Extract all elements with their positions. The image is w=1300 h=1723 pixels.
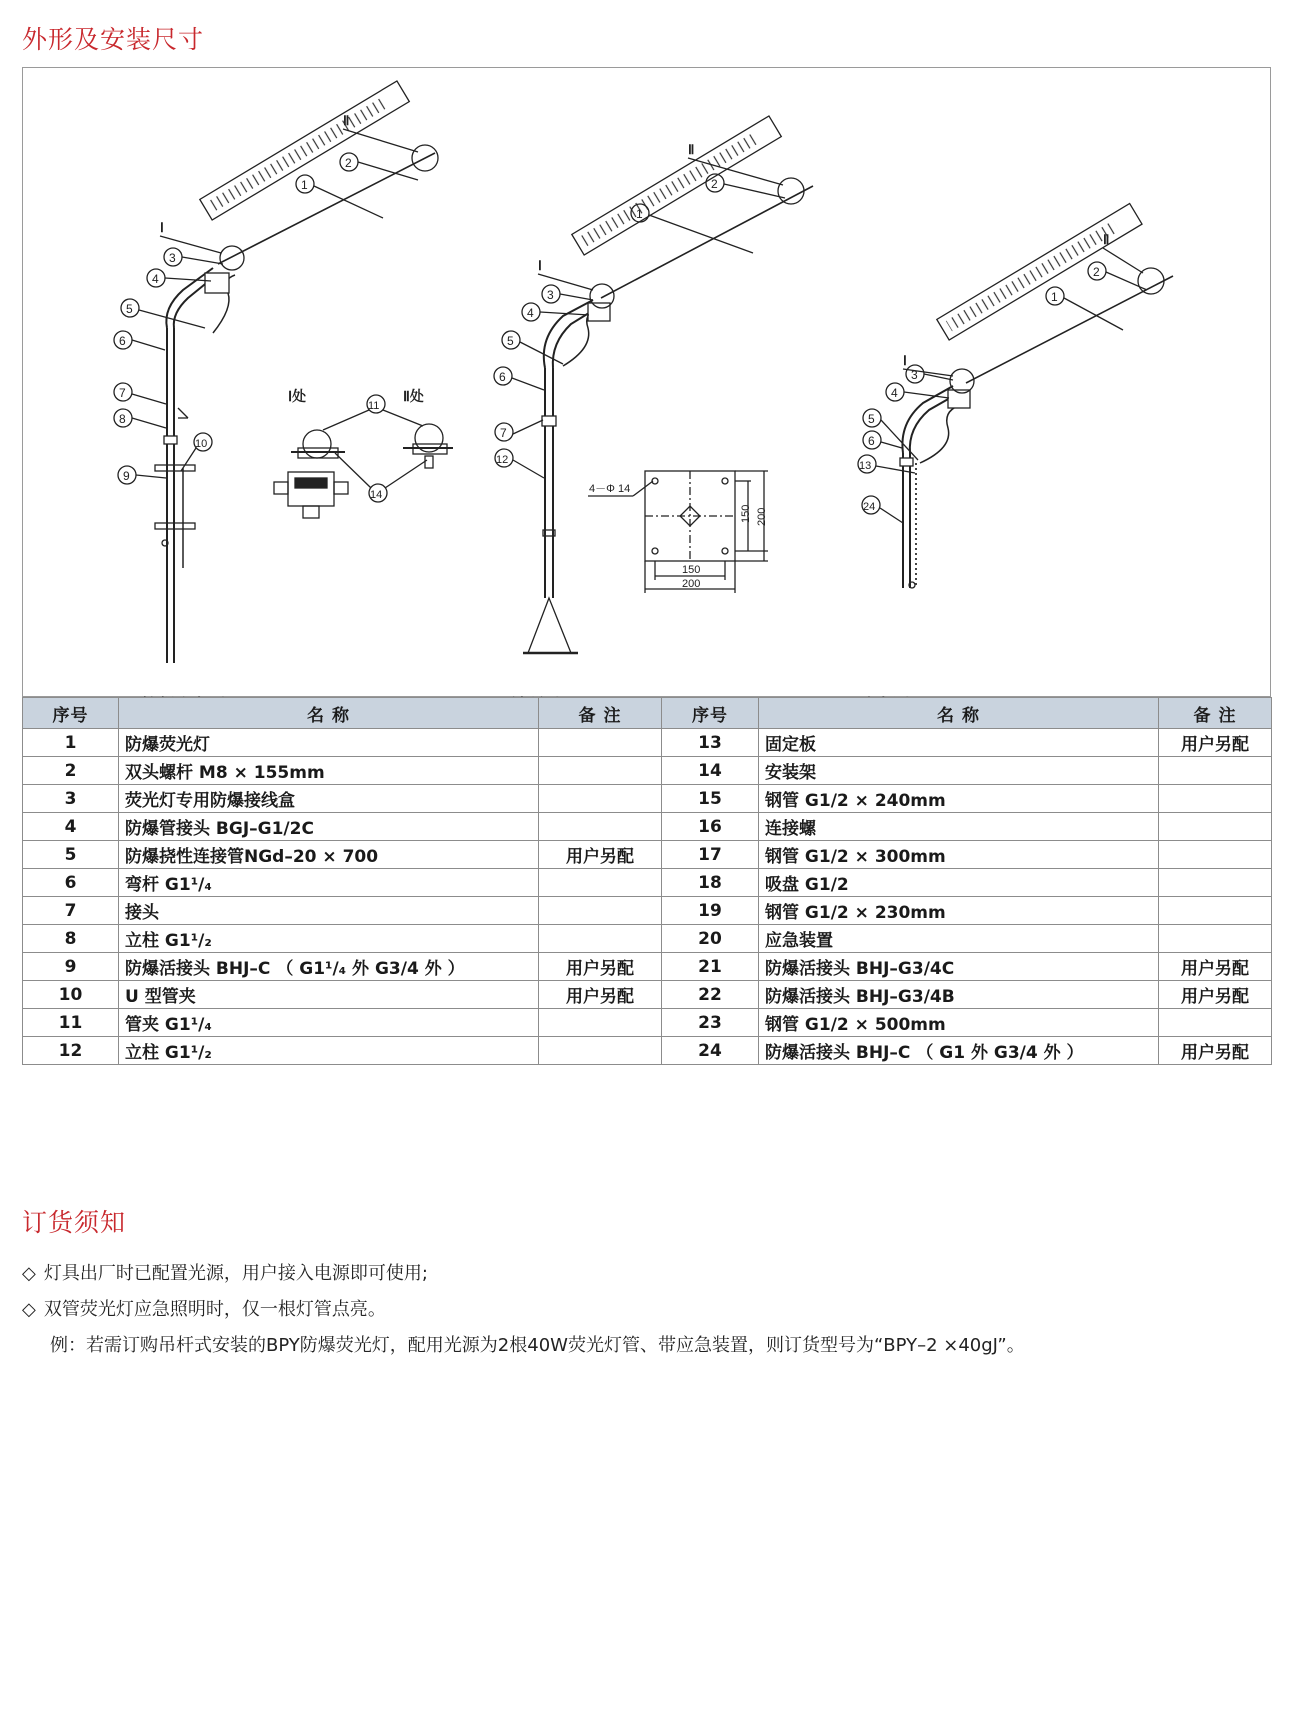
ordering-line-text: 灯具出厂时已配置光源，用户接入电源即可使用;: [43, 1263, 428, 1284]
detail-views: [274, 388, 453, 518]
svg-text:5: 5: [507, 334, 514, 348]
svg-text:4: 4: [891, 386, 898, 400]
part-number: 4: [23, 813, 119, 841]
svg-text:13: 13: [859, 460, 872, 472]
parts-table: [22, 697, 1272, 1065]
svg-text:9: 9: [123, 469, 130, 483]
detail-label-II: Ⅱ处: [403, 388, 424, 404]
part-number: 21: [662, 953, 759, 981]
roman-II-h: Ⅱ: [343, 113, 350, 128]
svg-text:24: 24: [863, 501, 876, 513]
svg-text:6: 6: [868, 434, 875, 448]
drawing-f-callouts: [494, 142, 785, 478]
svg-text:4: 4: [527, 306, 534, 320]
svg-text:2: 2: [1093, 265, 1100, 279]
svg-text:6: 6: [499, 370, 506, 384]
dimension-200-vertical: 200: [756, 507, 768, 526]
part-name: 防爆活接头 BHJ–C （ G1 外 G3/4 外 ）: [759, 1037, 1159, 1065]
svg-text:1: 1: [636, 207, 643, 221]
part-name: 立柱 G1¹/₂: [119, 1037, 539, 1065]
svg-text:4: 4: [152, 272, 159, 286]
ordering-line: [22, 1256, 1025, 1292]
part-number: 5: [23, 841, 119, 869]
part-note: [1159, 897, 1272, 925]
drawing-w-callouts: [858, 232, 1147, 523]
part-number: 2: [23, 757, 119, 785]
table-row: [23, 981, 1272, 1009]
svg-text:5: 5: [126, 302, 133, 316]
part-number: 22: [662, 981, 759, 1009]
part-note: 用户另配: [1159, 953, 1272, 981]
drawing-w-bent-pole: [900, 204, 1173, 588]
section-title-ordering: 订货须知: [22, 1208, 127, 1237]
part-number: 13: [662, 729, 759, 757]
part-note: 用户另配: [1159, 981, 1272, 1009]
installation-drawings: [23, 68, 1272, 698]
part-number: 6: [23, 869, 119, 897]
part-note: [1159, 841, 1272, 869]
part-name: 钢管 G1/2 × 230mm: [759, 897, 1159, 925]
table-row: [23, 841, 1272, 869]
part-name: 接头: [119, 897, 539, 925]
part-note: [539, 925, 662, 953]
part-number: 8: [23, 925, 119, 953]
part-number: 14: [662, 757, 759, 785]
part-name: 防爆荧光灯: [119, 729, 539, 757]
table-row: [23, 1037, 1272, 1065]
part-number: 7: [23, 897, 119, 925]
dimension-150-vertical: 150: [740, 504, 752, 523]
part-name: 吸盘 G1/2: [759, 869, 1159, 897]
part-number: 16: [662, 813, 759, 841]
part-name: 钢管 G1/2 × 500mm: [759, 1009, 1159, 1037]
part-name: 防爆活接头 BHJ–G3/4C: [759, 953, 1159, 981]
diamond-icon: ◇: [22, 1263, 36, 1284]
header-seq-left: 序号: [23, 698, 119, 729]
part-note: [539, 785, 662, 813]
ordering-example: 例：若需订购吊杆式安装的BPY防爆荧光灯，配用光源为2根40W荧光灯管、带应急装置，则订货型号为“BPY–2 ×40gJ”。: [50, 1335, 1025, 1356]
callout-1-h: 1: [301, 178, 308, 192]
part-name: 防爆活接头 BHJ–C （ G1¹/₄ 外 G3/4 外 ）: [119, 953, 539, 981]
part-note: [539, 729, 662, 757]
diamond-icon: ◇: [22, 1299, 36, 1320]
part-name: 防爆活接头 BHJ–G3/4B: [759, 981, 1159, 1009]
table-row: [23, 953, 1272, 981]
svg-text:5: 5: [868, 412, 875, 426]
table-row: [23, 1009, 1272, 1037]
ordering-line-text: 双管荧光灯应急照明时，仅一根灯管点亮。: [43, 1299, 386, 1320]
part-number: 20: [662, 925, 759, 953]
part-name: 钢管 G1/2 × 300mm: [759, 841, 1159, 869]
table-row: [23, 897, 1272, 925]
flange-plate-drawing: [588, 471, 768, 593]
part-note: 用户另配: [539, 841, 662, 869]
detail-label-I: Ⅰ处: [288, 388, 307, 404]
svg-text:7: 7: [119, 386, 126, 400]
svg-text:3: 3: [911, 368, 918, 382]
part-note: 用户另配: [539, 981, 662, 1009]
table-row: [23, 757, 1272, 785]
part-name: 弯杆 G1¹/₄: [119, 869, 539, 897]
roman-I-h: Ⅰ: [160, 220, 164, 235]
svg-text:1: 1: [1051, 290, 1058, 304]
header-name-right: 名 称: [759, 698, 1159, 729]
svg-text:Ⅱ: Ⅱ: [1103, 232, 1110, 247]
installation-drawings-panel: [22, 67, 1271, 697]
svg-text:Ⅰ: Ⅰ: [538, 258, 542, 273]
drawing-f-flange: [523, 116, 813, 653]
part-number: 23: [662, 1009, 759, 1037]
svg-text:3: 3: [169, 251, 176, 265]
part-note: [539, 813, 662, 841]
ordering-line: [22, 1292, 1025, 1328]
part-number: 3: [23, 785, 119, 813]
part-number: 12: [23, 1037, 119, 1065]
part-name: 防爆管接头 BGJ–G1/2C: [119, 813, 539, 841]
svg-text:11: 11: [368, 400, 380, 412]
part-number: 17: [662, 841, 759, 869]
part-note: 用户另配: [539, 953, 662, 981]
header-name-left: 名 称: [119, 698, 539, 729]
section-title-dimensions: 外形及安装尺寸: [22, 25, 205, 54]
callout-2-h: 2: [345, 156, 352, 170]
svg-text:8: 8: [119, 412, 126, 426]
part-number: 1: [23, 729, 119, 757]
drawing-h-guardrail-pole: [155, 81, 438, 663]
part-note: [1159, 757, 1272, 785]
part-note: [539, 1009, 662, 1037]
part-name: 立柱 G1¹/₂: [119, 925, 539, 953]
svg-text:10: 10: [195, 438, 208, 450]
header-seq-right: 序号: [662, 698, 759, 729]
part-name: 钢管 G1/2 × 240mm: [759, 785, 1159, 813]
svg-text:2: 2: [711, 177, 718, 191]
svg-text:Ⅰ: Ⅰ: [903, 353, 907, 368]
table-row: [23, 813, 1272, 841]
part-note: [539, 869, 662, 897]
part-number: 10: [23, 981, 119, 1009]
part-name: 安装架: [759, 757, 1159, 785]
part-number: 19: [662, 897, 759, 925]
svg-text:14: 14: [370, 489, 383, 501]
table-row: [23, 729, 1272, 757]
part-number: 9: [23, 953, 119, 981]
dimension-holes: 4－Φ 14: [589, 483, 631, 495]
ordering-notes: [22, 1256, 1025, 1364]
header-note-right: 备 注: [1159, 698, 1272, 729]
table-header-row: [23, 698, 1272, 729]
part-note: 用户另配: [1159, 729, 1272, 757]
svg-text:Ⅱ: Ⅱ: [688, 142, 695, 157]
part-number: 15: [662, 785, 759, 813]
part-number: 11: [23, 1009, 119, 1037]
table-row: [23, 869, 1272, 897]
part-name: 防爆挠性连接管NGd–20 × 700: [119, 841, 539, 869]
svg-text:12: 12: [496, 454, 509, 466]
part-note: [1159, 813, 1272, 841]
dimension-150-horizontal: 150: [682, 564, 701, 576]
part-note: [539, 1037, 662, 1065]
part-note: [1159, 925, 1272, 953]
part-name: 管夹 G1¹/₄: [119, 1009, 539, 1037]
dimension-200-horizontal: 200: [682, 578, 701, 590]
svg-text:7: 7: [500, 426, 507, 440]
header-note-left: 备 注: [539, 698, 662, 729]
part-note: 用户另配: [1159, 1037, 1272, 1065]
svg-text:3: 3: [547, 288, 554, 302]
part-note: [539, 897, 662, 925]
part-number: 24: [662, 1037, 759, 1065]
part-name: 荧光灯专用防爆接线盒: [119, 785, 539, 813]
table-row: [23, 785, 1272, 813]
table-row: [23, 925, 1272, 953]
part-note: [1159, 869, 1272, 897]
part-name: 双头螺杆 M8 × 155mm: [119, 757, 539, 785]
part-note: [1159, 1009, 1272, 1037]
part-number: 18: [662, 869, 759, 897]
part-note: [1159, 785, 1272, 813]
part-note: [539, 757, 662, 785]
svg-text:6: 6: [119, 334, 126, 348]
part-name: 应急装置: [759, 925, 1159, 953]
part-name: 连接螺: [759, 813, 1159, 841]
part-name: 固定板: [759, 729, 1159, 757]
part-name: U 型管夹: [119, 981, 539, 1009]
